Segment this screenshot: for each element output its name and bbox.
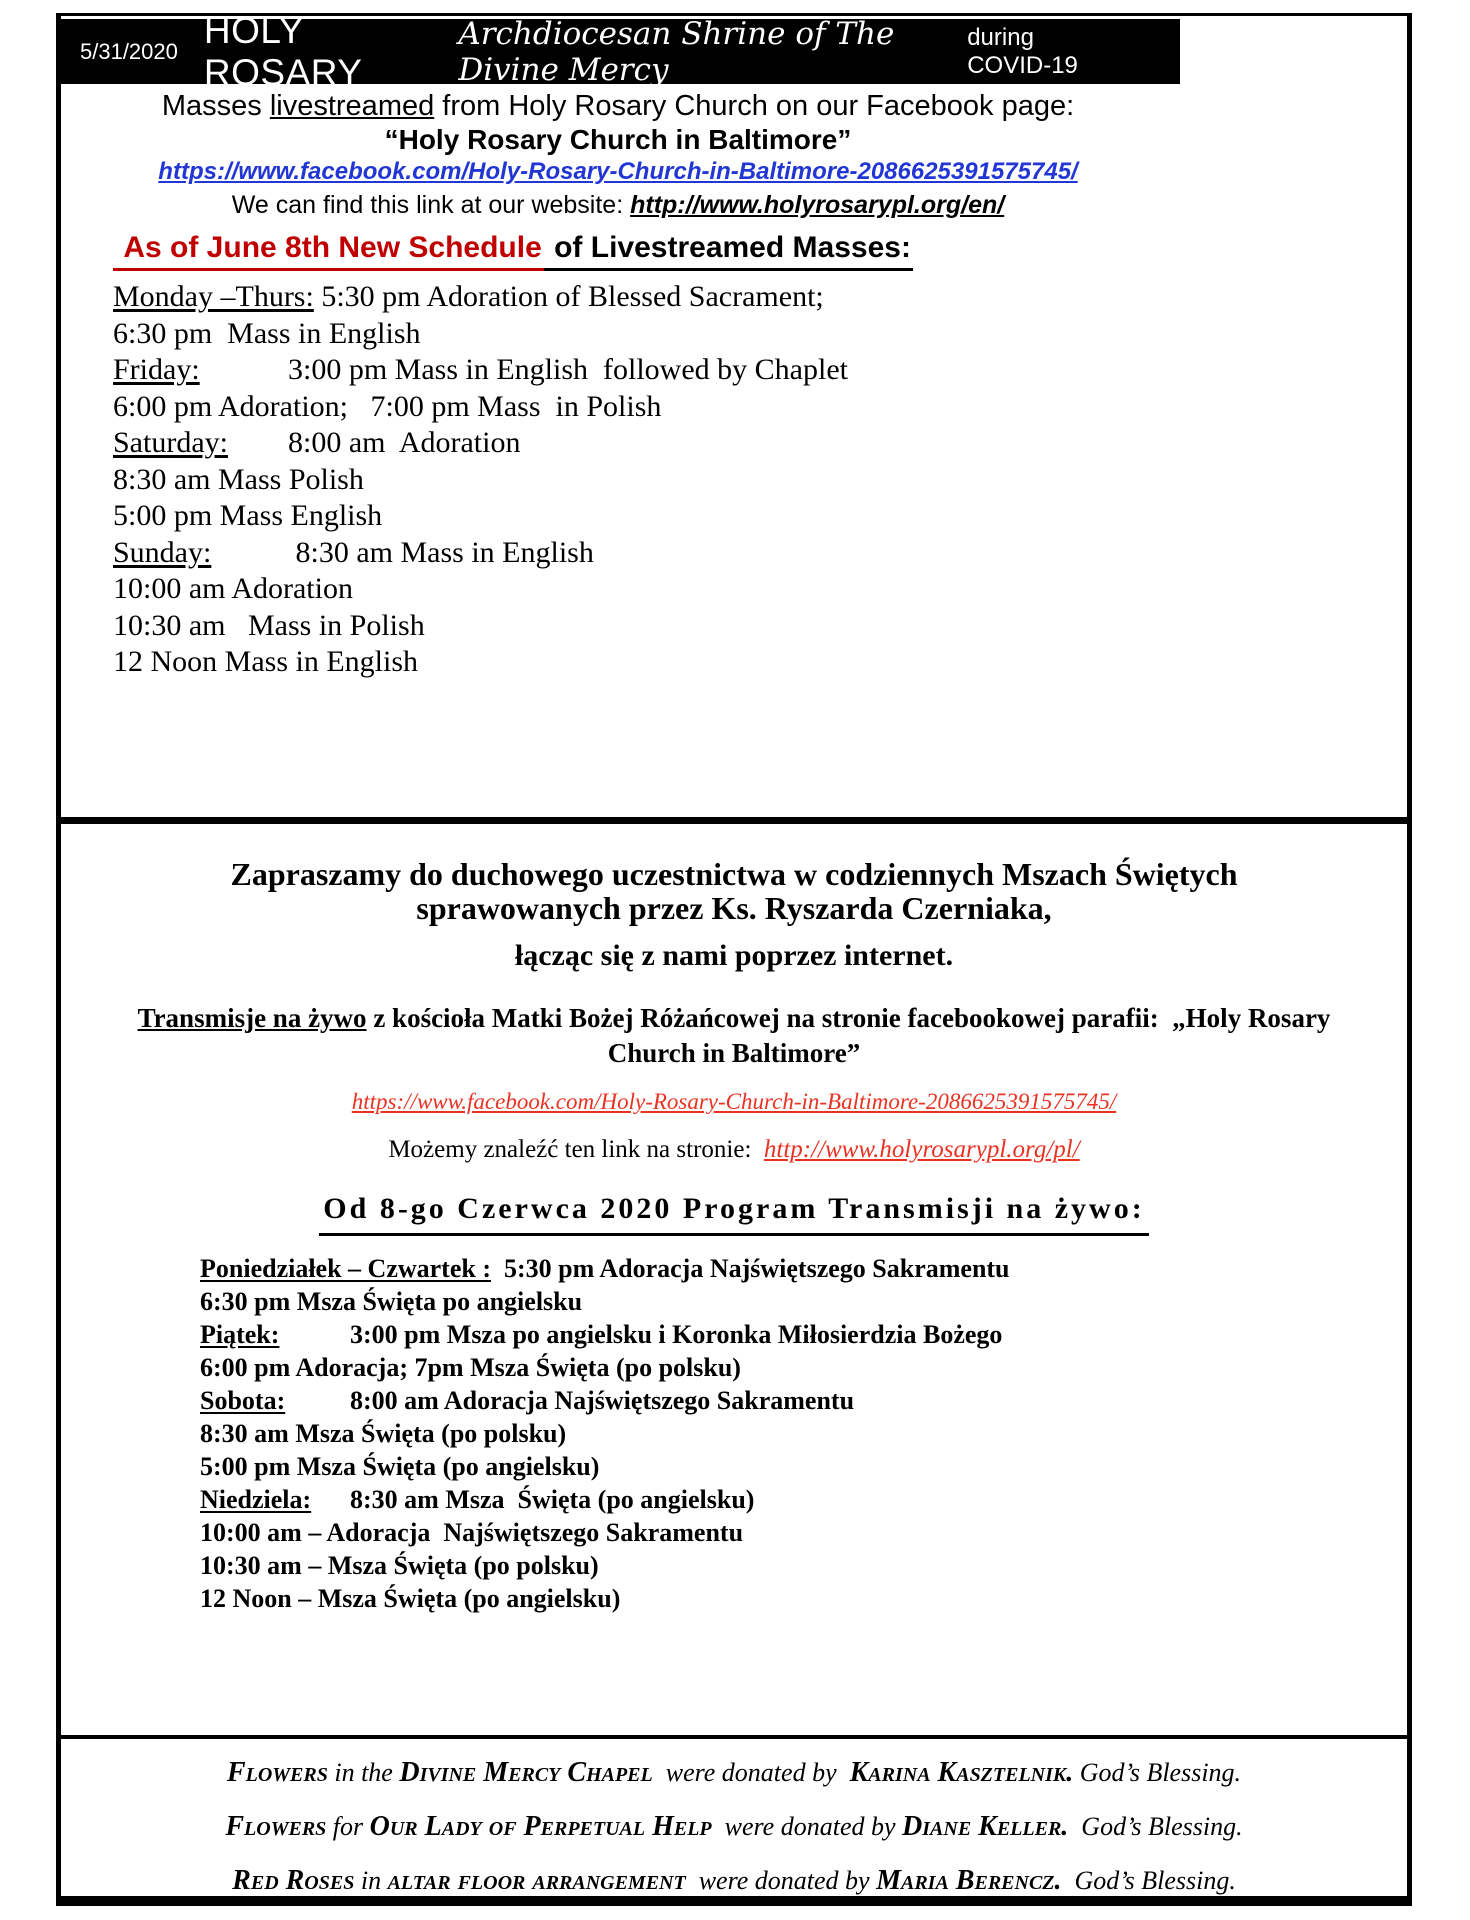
schedule-text: 10:00 am Adoration <box>113 572 353 605</box>
polish-invite-line1: Zapraszamy do duchowego uczestnictwa w codziennych Mszach Świętych <box>230 856 1238 892</box>
english-section <box>56 84 1180 681</box>
schedule-text: 8:30 am Msza Święta (po polsku) <box>200 1419 567 1448</box>
schedule-text: 3:00 pm Msza po angielsku i Koronka Miłosierdzia Bożego <box>350 1320 1003 1349</box>
schedule-row <box>113 352 1180 389</box>
schedule-row <box>200 1582 1407 1615</box>
website-line <box>56 190 1180 220</box>
intro-pre: Masses <box>161 90 270 122</box>
schedule-day: Friday: <box>113 353 200 386</box>
schedule-text: 10:30 am – Msza Święta (po polsku) <box>200 1551 599 1580</box>
schedule-heading-black: of Livestreamed Masses: <box>544 230 913 271</box>
schedule-text: 5:00 pm Msza Święta (po angielsku) <box>200 1452 600 1481</box>
page-border-right <box>1407 13 1412 1906</box>
schedule-row <box>113 535 1180 572</box>
schedule-text: 8:00 am Adoration <box>288 426 521 459</box>
polish-invite-line3: łącząc się z nami poprzez internet. <box>514 939 954 972</box>
flowers-section <box>61 1739 1407 1901</box>
schedule-row <box>200 1285 1407 1318</box>
title-band <box>56 9 1180 93</box>
schedule-row <box>113 279 1180 316</box>
schedule-day: Monday –Thurs: <box>113 280 314 313</box>
flowers-place: Divine Mercy Chapel <box>399 1757 653 1788</box>
schedule-row <box>200 1252 1407 1285</box>
flowers-subject: Flowers <box>225 1811 327 1842</box>
polish-facebook-link-line <box>61 1087 1407 1120</box>
masses-intro-line <box>56 90 1180 123</box>
flowers-blessing: God’s Blessing. <box>1073 1758 1242 1787</box>
schedule-text: 6:00 pm Adoracja; 7pm Msza Święta (po polsku) <box>200 1353 741 1382</box>
schedule-day: Sunday: <box>113 535 212 569</box>
facebook-link[interactable]: https://www.facebook.com/Holy-Rosary-Church-in-Baltimore-2086625391575745/ <box>158 158 1078 185</box>
schedule-text: 3:00 pm Mass in English followed by Chaplet <box>288 353 848 386</box>
schedule-text: 5:30 pm Adoracja Najświętszego Sakramentu <box>491 1254 1010 1283</box>
bulletin-date: 5/31/2020 <box>80 38 178 64</box>
schedule-text: 6:00 pm Adoration; 7:00 pm Mass in Polish <box>113 389 662 423</box>
schedule-row <box>113 316 1180 353</box>
transmisje-rest: z kościoła Matki Bożej Różańcowej na stronie facebookowej parafii: „Holy Rosary Church in Baltimore” <box>366 1003 1338 1068</box>
flowers-subject: Flowers <box>226 1757 328 1788</box>
section-divider-english-polish <box>56 817 1412 824</box>
polish-website-pre-text: Możemy znaleźć ten link na stronie: <box>388 1136 764 1163</box>
flowers-place: altar floor arrangement <box>387 1865 686 1896</box>
website-link[interactable]: http://www.holyrosarypl.org/en/ <box>630 191 1005 219</box>
flowers-donor: Diane Keller. <box>902 1811 1069 1842</box>
transmisje-underlined: Transmisje na żywo <box>137 1003 367 1033</box>
flowers-blessing: God’s Blessing. <box>1068 1812 1243 1841</box>
schedule-text: 8:00 am Adoracja Najświętszego Sakramentu <box>350 1386 855 1415</box>
schedule-heading-red: As of June 8th New Schedule <box>113 230 544 271</box>
flowers-place: Our Lady of Perpetual Help <box>369 1811 712 1842</box>
schedule-text: 10:00 am – Adoracja Najświętszego Sakramentu <box>200 1518 744 1547</box>
schedule-row <box>113 462 1180 499</box>
intro-livestreamed-underlined: livestreamed <box>269 90 435 122</box>
shrine-subtitle: Archdiocesan Shrine of The Divine Mercy <box>458 15 895 88</box>
schedule-text: 8:30 am Mass Polish <box>113 462 364 496</box>
facebook-link-line <box>56 156 1180 190</box>
flowers-connector: were donated by <box>652 1758 850 1787</box>
schedule-text: 5:00 pm Mass English <box>113 499 383 532</box>
schedule-day: Poniedziałek – Czwartek : <box>200 1254 492 1283</box>
polish-section <box>61 824 1407 1615</box>
schedule-row <box>113 644 1180 681</box>
schedule-row <box>200 1351 1407 1384</box>
schedule-day: Niedziela: <box>200 1485 312 1514</box>
polish-website-line <box>61 1134 1407 1166</box>
website-pre-text: We can find this link at our website: <box>231 191 631 219</box>
schedule-row <box>200 1549 1407 1582</box>
flowers-connector: in the <box>327 1758 400 1787</box>
schedule-row <box>200 1318 1407 1351</box>
schedule-text: 5:30 pm Adoration of Blessed Sacrament; <box>313 280 824 313</box>
flowers-connector: in <box>354 1866 388 1895</box>
schedule-row <box>113 498 1180 535</box>
english-schedule-heading <box>113 230 1180 271</box>
schedule-text: 12 Noon Mass in English <box>113 645 419 678</box>
schedule-text: 12 Noon – Msza Święta (po angielsku) <box>200 1584 621 1613</box>
polish-facebook-link[interactable]: https://www.facebook.com/Holy-Rosary-Church-in-Baltimore-2086625391575745/ <box>351 1089 1117 1114</box>
polish-website-link[interactable]: http://www.holyrosarypl.org/pl/ <box>763 1136 1080 1163</box>
schedule-row <box>113 608 1180 645</box>
covid-note: during COVID-19 <box>967 23 1078 79</box>
schedule-day: Saturday: <box>113 426 228 459</box>
flowers-donor: Karina Kasztelnik. <box>849 1757 1074 1788</box>
schedule-row <box>113 571 1180 608</box>
schedule-row <box>113 389 1180 426</box>
facebook-page-name: “Holy Rosary Church in Baltimore” <box>384 124 852 155</box>
flowers-subject: Red Roses <box>232 1865 355 1896</box>
schedule-day: Piątek: <box>200 1320 280 1349</box>
transmisje-line <box>129 1001 1339 1071</box>
flowers-line <box>61 1807 1407 1847</box>
schedule-day: Sobota: <box>200 1386 286 1415</box>
schedule-row <box>200 1516 1407 1549</box>
flowers-connector: were donated by <box>711 1812 903 1841</box>
schedule-text: 8:30 am Mass in English <box>288 535 594 569</box>
schedule-text: 10:30 am Mass in Polish <box>113 608 425 642</box>
flowers-connector: were donated by <box>685 1866 877 1895</box>
flowers-donor: Maria Berencz. <box>876 1865 1062 1896</box>
polish-program-heading <box>61 1188 1407 1236</box>
polish-invite-line2: sprawowanych przez Ks. Ryszarda Czerniaka, <box>416 890 1052 926</box>
polish-schedule <box>200 1252 1407 1615</box>
flowers-connector: for <box>326 1812 370 1841</box>
english-schedule <box>113 279 1180 681</box>
schedule-row <box>200 1450 1407 1483</box>
polish-program-heading-text: Od 8-go Czerwca 2020 Program Transmisji na żywo: <box>319 1188 1148 1236</box>
flowers-line <box>61 1753 1407 1793</box>
schedule-row <box>113 425 1180 462</box>
schedule-row <box>200 1384 1407 1417</box>
church-name: HOLY ROSARY <box>203 9 363 93</box>
schedule-row <box>200 1417 1407 1450</box>
flowers-line <box>61 1861 1407 1901</box>
schedule-row <box>200 1483 1407 1516</box>
intro-post: from Holy Rosary Church on our Facebook page: <box>434 90 1075 122</box>
schedule-text: 8:30 am Msza Święta (po angielsku) <box>350 1485 755 1514</box>
schedule-text: 6:30 pm Mass in English <box>113 316 421 350</box>
flowers-blessing: God’s Blessing. <box>1061 1866 1236 1895</box>
schedule-text: 6:30 pm Msza Święta po angielsku <box>200 1287 583 1316</box>
